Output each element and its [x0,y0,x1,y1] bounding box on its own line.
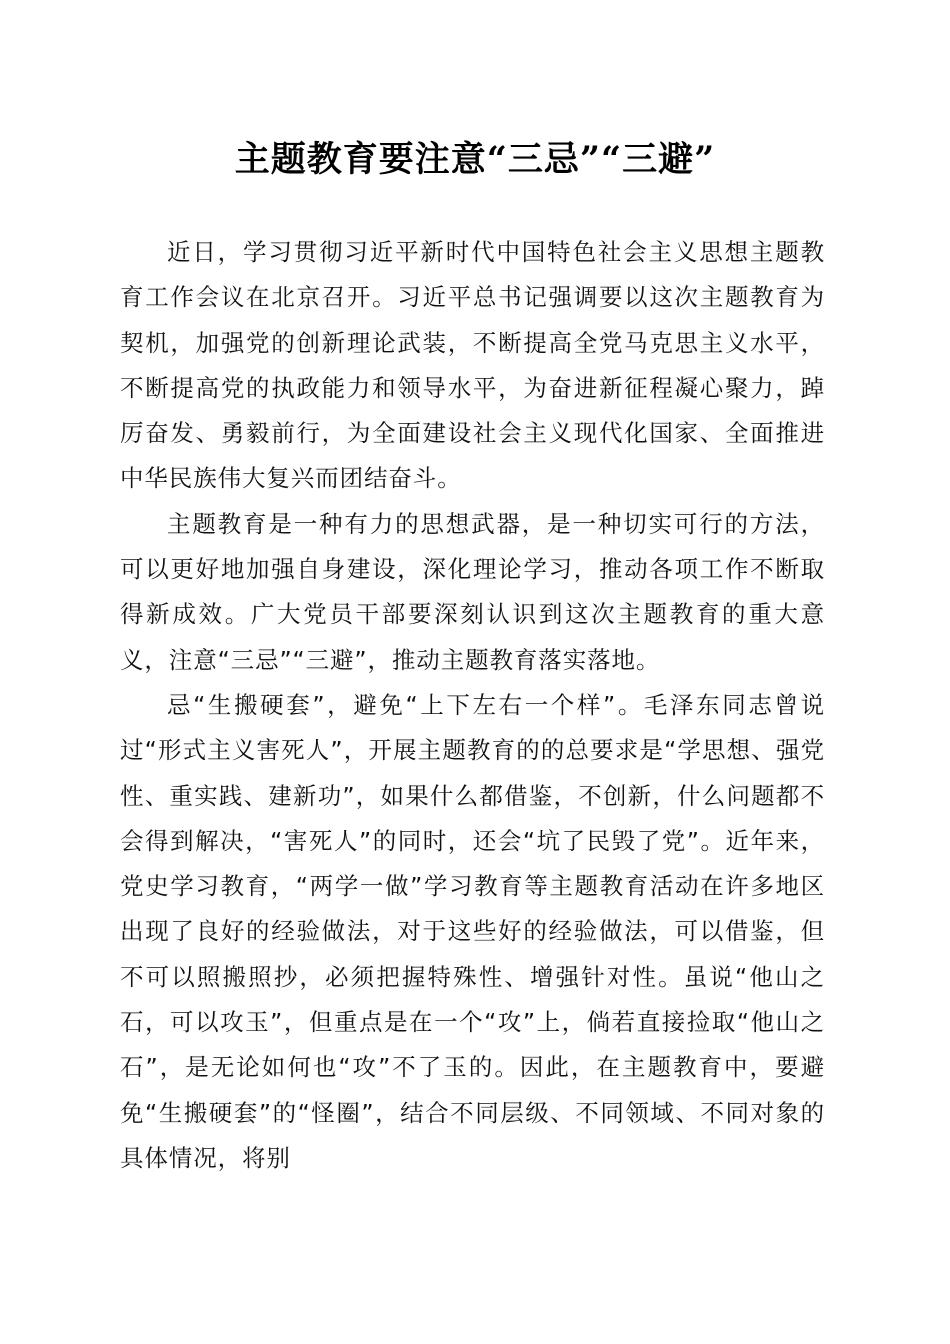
document-title: 主题教育要注意“三忌”“三避” [234,139,716,180]
paragraph-avoid-copying: 忌“生搬硬套”，避免“上下左右一个样”。毛泽东同志曾说过“形式主义害死人”，开展主题教育的的总要求是“学思想、强党性、重实践、建新功”，如果什么都借鉴，不创新，什么问题都不会得到解决，“害死人”的同时，还会“坑了民毁了党”。近年来，党史学习教育，“两学一做”学习教育等主题教育活动在许多地区出现了良好的经验做法，对于这些好的经验做法，可以借鉴，但不可以照搬照抄，必须把握特殊性、增强针对性。虽说“他山之石，可以攻玉”，但重点是在一个“攻”上，倘若直接捡取“他山之石”，是无论如何也“攻”不了玉的。因此，在主题教育中，要避免“生搬硬套”的“怪圈”，结合不同层级、不同领域、不同对象的具体情况，将别 [120,690,825,1172]
paragraph-intro: 近日，学习贯彻习近平新时代中国特色社会主义思想主题教育工作会议在北京召开。习近平总书记强调要以这次主题教育为契机，加强党的创新理论武装，不断提高全党马克思主义水平，不断提高党的执政能力和领导水平，为奋进新征程凝心聚力，踔厉奋发、勇毅前行，为全面建设社会主义现代化国家、全面推进中华民族伟大复兴而团结奋斗。 [120,238,825,493]
document-body [120,230,825,1181]
paragraph-significance: 主题教育是一种有力的思想武器，是一种切实可行的方法，可以更好地加强自身建设，深化理论学习，推动各项工作不断取得新成效。广大党员干部要深刻认识到这次主题教育的重大意义，注意“三忌”“三避”，推动主题教育落实落地。 [120,509,825,674]
